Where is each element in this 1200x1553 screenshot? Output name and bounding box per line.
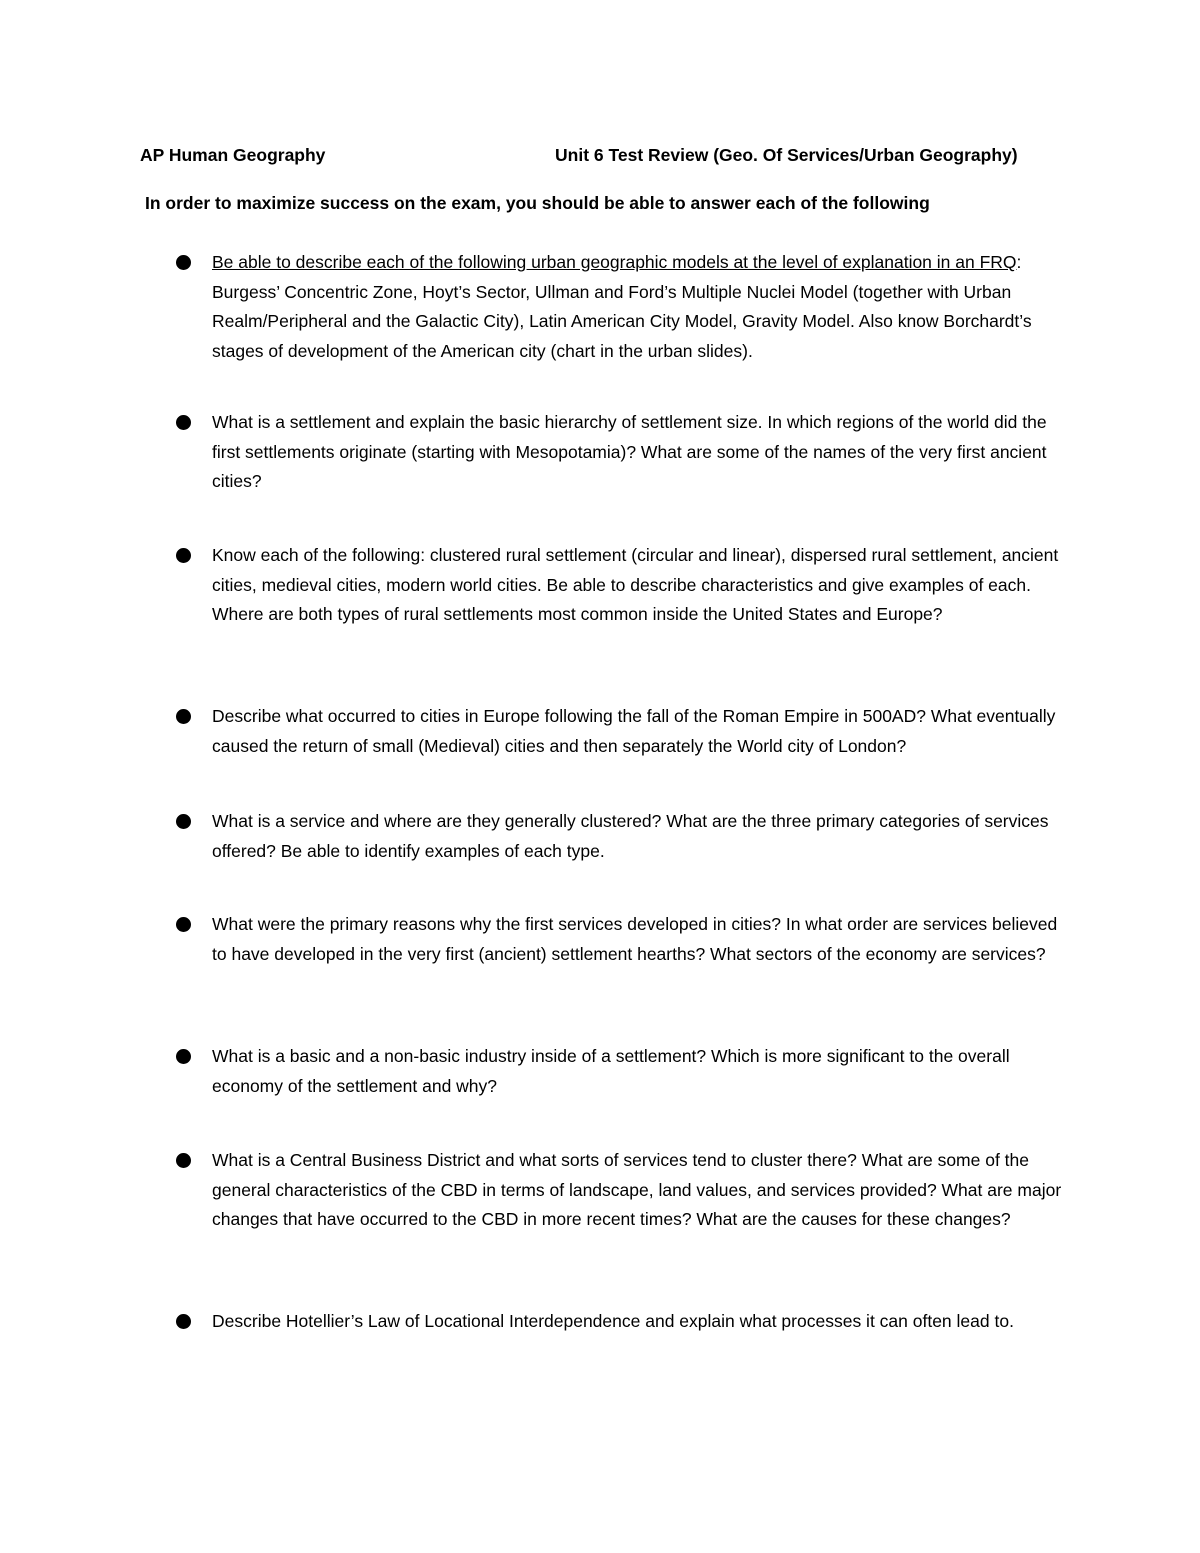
- review-item-text: What is a Central Business District and what sorts of services tend to cluster there? What are some of the general characteristics of the CBD in terms of landscape, land values, and services provided? What are major changes that have occurred to the CBD in more recent times? What are the causes for these changes?: [212, 1150, 1062, 1229]
- review-item-text: What is a basic and a non-basic industry inside of a settlement? Which is more significant to the overall economy of the settlement and why?: [212, 1046, 1010, 1096]
- review-item-text: What is a service and where are they generally clustered? What are the three primary categories of services offered? Be able to identify examples of each type.: [212, 811, 1049, 861]
- bullet-icon: [176, 814, 191, 829]
- bullet-icon: [176, 709, 191, 724]
- review-item-text: Know each of the following: clustered rural settlement (circular and linear), dispersed rural settlement, ancient cities, medieval cities, modern world cities. Be able to describe characteristics and give examples of each. Where are both types of rural settlements most common inside the United States and Europe?: [212, 545, 1059, 624]
- review-item-body: : Burgess’ Concentric Zone, Hoyt’s Sector, Ullman and Ford’s Multiple Nuclei Model (together with Urban Realm/Peripheral and the Galactic City), Latin American City Model, Gravity Model. Also know Borchardt’s stages of development of the American city (chart in the urban slides).: [212, 252, 1032, 361]
- bullet-icon: [176, 548, 191, 563]
- course-title: AP Human Geography: [140, 145, 326, 165]
- bullet-icon: [176, 1153, 191, 1168]
- bullet-icon: [176, 415, 191, 430]
- unit-title: Unit 6 Test Review (Geo. Of Services/Urban Geography): [555, 145, 1018, 165]
- bullet-icon: [176, 1314, 191, 1329]
- bullet-icon: [176, 1049, 191, 1064]
- review-item-text: Describe Hotellier’s Law of Locational Interdependence and explain what processes it can often lead to.: [212, 1311, 1014, 1331]
- intro-instruction: In order to maximize success on the exam, you should be able to answer each of the following: [145, 193, 930, 213]
- bullet-icon: [176, 917, 191, 932]
- review-item-text: What is a settlement and explain the basic hierarchy of settlement size. In which regions of the world did the first settlements originate (starting with Mesopotamia)? What are some of the names of the very first ancient cities?: [212, 412, 1047, 491]
- review-item-text: Describe what occurred to cities in Europe following the fall of the Roman Empire in 500AD? What eventually caused the return of small (Medieval) cities and then separately the World city of London?: [212, 706, 1056, 756]
- review-item-text: [212, 248, 1072, 366]
- review-item-text: What were the primary reasons why the first services developed in cities? In what order are services believed to have developed in the very first (ancient) settlement hearths? What sectors of the economy are services?: [212, 914, 1058, 964]
- bullet-icon: [176, 255, 191, 270]
- review-item-underlined: Be able to describe each of the following urban geographic models at the level of explanation in an FRQ: [212, 252, 1017, 272]
